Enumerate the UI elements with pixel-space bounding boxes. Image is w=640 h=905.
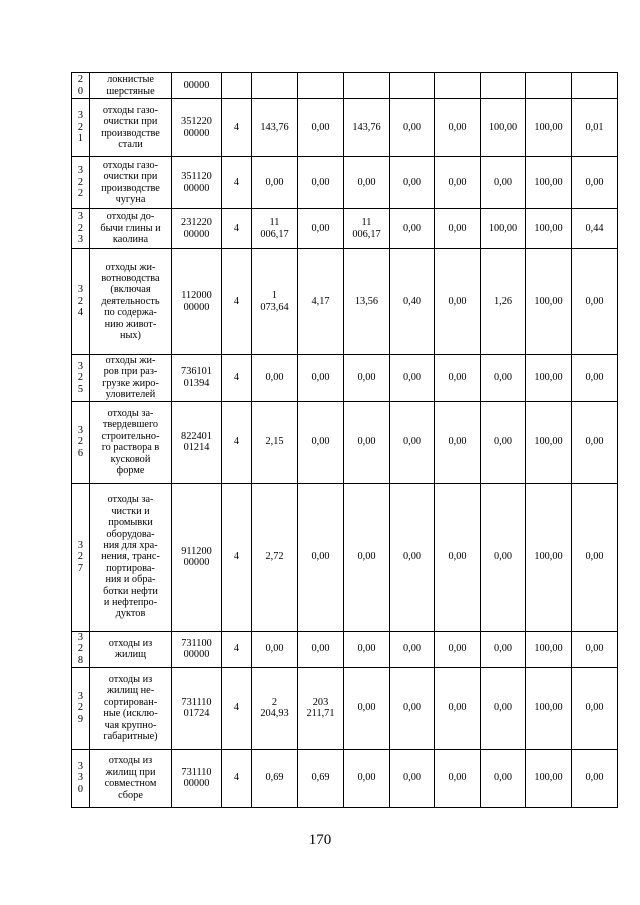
waste-code-cell: 351120 00000 xyxy=(172,157,222,209)
hazard-class-cell: 4 xyxy=(222,99,252,157)
table-row xyxy=(72,631,618,667)
waste-code-cell: 822401 01214 xyxy=(172,401,222,483)
waste-code-cell: 731110 00000 xyxy=(172,749,222,807)
value-8-cell: 0,00 xyxy=(572,631,618,667)
value-1-cell: 143,76 xyxy=(252,99,298,157)
waste-code-cell: 112000 00000 xyxy=(172,249,222,355)
value-1-cell: 2 204,93 xyxy=(252,667,298,749)
waste-code-cell: 731100 00000 xyxy=(172,631,222,667)
value-4-cell: 0,00 xyxy=(390,483,435,631)
row-number-cell: 3 2 1 xyxy=(72,99,90,157)
table-row xyxy=(72,355,618,402)
hazard-class-cell: 4 xyxy=(222,157,252,209)
value-3-cell: 13,56 xyxy=(344,249,390,355)
value-2-cell: 0,00 xyxy=(298,99,344,157)
value-2-cell: 0,00 xyxy=(298,483,344,631)
table-row xyxy=(72,749,618,807)
table-row xyxy=(72,99,618,157)
value-6-cell: 0,00 xyxy=(481,749,526,807)
value-6-cell: 100,00 xyxy=(481,209,526,249)
value-8-cell: 0,00 xyxy=(572,157,618,209)
value-4-cell: 0,00 xyxy=(390,631,435,667)
value-5-cell: 0,00 xyxy=(435,209,481,249)
waste-name-cell: отходы из жилищ при совместном сборе xyxy=(90,749,172,807)
value-5-cell: 0,00 xyxy=(435,667,481,749)
row-number-cell: 3 2 3 xyxy=(72,209,90,249)
waste-name-cell: отходы за- чистки и промывки оборудова- ния для хра- нения, транс- портирова- ния и обра- ботки нефти и нефтепро- дуктов xyxy=(90,483,172,631)
value-6-cell: 0,00 xyxy=(481,483,526,631)
value-3-cell: 0,00 xyxy=(344,483,390,631)
value-2-cell: 0,00 xyxy=(298,401,344,483)
value-3-cell xyxy=(344,73,390,99)
value-6-cell: 0,00 xyxy=(481,355,526,402)
value-8-cell: 0,00 xyxy=(572,355,618,402)
value-2-cell: 0,00 xyxy=(298,631,344,667)
hazard-class-cell: 4 xyxy=(222,631,252,667)
value-2-cell xyxy=(298,73,344,99)
value-7-cell: 100,00 xyxy=(526,355,572,402)
value-6-cell: 0,00 xyxy=(481,401,526,483)
value-4-cell: 0,00 xyxy=(390,749,435,807)
value-1-cell: 1 073,64 xyxy=(252,249,298,355)
waste-code-cell: 351220 00000 xyxy=(172,99,222,157)
hazard-class-cell: 4 xyxy=(222,355,252,402)
table-row xyxy=(72,249,618,355)
hazard-class-cell xyxy=(222,73,252,99)
value-7-cell: 100,00 xyxy=(526,157,572,209)
value-3-cell: 143,76 xyxy=(344,99,390,157)
value-5-cell: 0,00 xyxy=(435,749,481,807)
hazard-class-cell: 4 xyxy=(222,209,252,249)
value-1-cell: 0,69 xyxy=(252,749,298,807)
row-number-cell: 3 2 8 xyxy=(72,631,90,667)
row-number-cell: 3 2 6 xyxy=(72,401,90,483)
value-1-cell: 2,72 xyxy=(252,483,298,631)
waste-name-cell: отходы до- бычи глины и каолина xyxy=(90,209,172,249)
table-row xyxy=(72,73,618,99)
hazard-class-cell: 4 xyxy=(222,483,252,631)
value-2-cell: 0,00 xyxy=(298,355,344,402)
value-5-cell: 0,00 xyxy=(435,355,481,402)
value-3-cell: 0,00 xyxy=(344,749,390,807)
value-4-cell: 0,00 xyxy=(390,667,435,749)
value-1-cell: 2,15 xyxy=(252,401,298,483)
waste-code-cell: 911200 00000 xyxy=(172,483,222,631)
value-4-cell: 0,00 xyxy=(390,355,435,402)
row-number-cell: 3 3 0 xyxy=(72,749,90,807)
value-7-cell: 100,00 xyxy=(526,99,572,157)
waste-code-cell: 736101 01394 xyxy=(172,355,222,402)
table-row xyxy=(72,209,618,249)
table-row xyxy=(72,667,618,749)
value-5-cell: 0,00 xyxy=(435,401,481,483)
value-8-cell: 0,00 xyxy=(572,667,618,749)
value-4-cell: 0,00 xyxy=(390,209,435,249)
value-7-cell: 100,00 xyxy=(526,631,572,667)
value-5-cell: 0,00 xyxy=(435,99,481,157)
value-2-cell: 0,69 xyxy=(298,749,344,807)
value-7-cell: 100,00 xyxy=(526,209,572,249)
value-6-cell: 0,00 xyxy=(481,631,526,667)
waste-name-cell: отходы из жилищ xyxy=(90,631,172,667)
waste-name-cell: отходы газо- очистки при производстве чугуна xyxy=(90,157,172,209)
waste-name-cell: локнистые шерстяные xyxy=(90,73,172,99)
value-8-cell xyxy=(572,73,618,99)
hazard-class-cell: 4 xyxy=(222,749,252,807)
value-8-cell: 0,00 xyxy=(572,401,618,483)
row-number-cell: 3 2 2 xyxy=(72,157,90,209)
value-5-cell: 0,00 xyxy=(435,157,481,209)
value-1-cell: 0,00 xyxy=(252,157,298,209)
value-7-cell: 100,00 xyxy=(526,749,572,807)
value-7-cell: 100,00 xyxy=(526,667,572,749)
waste-name-cell: отходы за- твердевшего строительно- го раствора в кусковой форме xyxy=(90,401,172,483)
value-7-cell xyxy=(526,73,572,99)
value-6-cell: 0,00 xyxy=(481,667,526,749)
waste-code-cell: 00000 xyxy=(172,73,222,99)
value-4-cell xyxy=(390,73,435,99)
value-3-cell: 0,00 xyxy=(344,401,390,483)
waste-name-cell: отходы из жилищ не- сортирован- ные (исклю- чая крупно- габаритные) xyxy=(90,667,172,749)
value-2-cell: 0,00 xyxy=(298,209,344,249)
row-number-cell: 3 2 9 xyxy=(72,667,90,749)
waste-name-cell: отходы газо- очистки при производстве стали xyxy=(90,99,172,157)
table-row xyxy=(72,401,618,483)
row-number-cell: 3 2 7 xyxy=(72,483,90,631)
value-8-cell: 0,01 xyxy=(572,99,618,157)
table-row xyxy=(72,483,618,631)
value-1-cell: 0,00 xyxy=(252,355,298,402)
value-6-cell: 1,26 xyxy=(481,249,526,355)
value-3-cell: 0,00 xyxy=(344,157,390,209)
value-7-cell: 100,00 xyxy=(526,249,572,355)
value-2-cell: 0,00 xyxy=(298,157,344,209)
value-3-cell: 0,00 xyxy=(344,355,390,402)
waste-code-cell: 231220 00000 xyxy=(172,209,222,249)
value-8-cell: 0,00 xyxy=(572,483,618,631)
row-number-cell: 3 2 4 xyxy=(72,249,90,355)
hazard-class-cell: 4 xyxy=(222,401,252,483)
value-8-cell: 0,44 xyxy=(572,209,618,249)
value-6-cell: 0,00 xyxy=(481,157,526,209)
value-7-cell: 100,00 xyxy=(526,483,572,631)
hazard-class-cell: 4 xyxy=(222,667,252,749)
value-8-cell: 0,00 xyxy=(572,749,618,807)
value-1-cell xyxy=(252,73,298,99)
waste-name-cell: отходы жи- вотноводства (включая деятельность по содержа- нию живот- ных) xyxy=(90,249,172,355)
value-2-cell: 203 211,71 xyxy=(298,667,344,749)
row-number-cell: 3 2 5 xyxy=(72,355,90,402)
value-2-cell: 4,17 xyxy=(298,249,344,355)
table-body xyxy=(72,73,618,808)
value-5-cell xyxy=(435,73,481,99)
hazard-class-cell: 4 xyxy=(222,249,252,355)
value-4-cell: 0,00 xyxy=(390,99,435,157)
table-row xyxy=(72,157,618,209)
value-4-cell: 0,00 xyxy=(390,157,435,209)
value-1-cell: 11 006,17 xyxy=(252,209,298,249)
page-number: 170 xyxy=(308,832,332,848)
value-3-cell: 0,00 xyxy=(344,667,390,749)
value-5-cell: 0,00 xyxy=(435,249,481,355)
value-5-cell: 0,00 xyxy=(435,483,481,631)
waste-table xyxy=(71,72,618,808)
value-1-cell: 0,00 xyxy=(252,631,298,667)
value-6-cell xyxy=(481,73,526,99)
value-7-cell: 100,00 xyxy=(526,401,572,483)
value-4-cell: 0,40 xyxy=(390,249,435,355)
value-3-cell: 0,00 xyxy=(344,631,390,667)
value-8-cell: 0,00 xyxy=(572,249,618,355)
waste-code-cell: 731110 01724 xyxy=(172,667,222,749)
waste-name-cell: отходы жи- ров при раз- грузке жиро- уловителей xyxy=(90,355,172,402)
value-3-cell: 11 006,17 xyxy=(344,209,390,249)
value-4-cell: 0,00 xyxy=(390,401,435,483)
row-number-cell: 2 0 xyxy=(72,73,90,99)
value-6-cell: 100,00 xyxy=(481,99,526,157)
value-5-cell: 0,00 xyxy=(435,631,481,667)
